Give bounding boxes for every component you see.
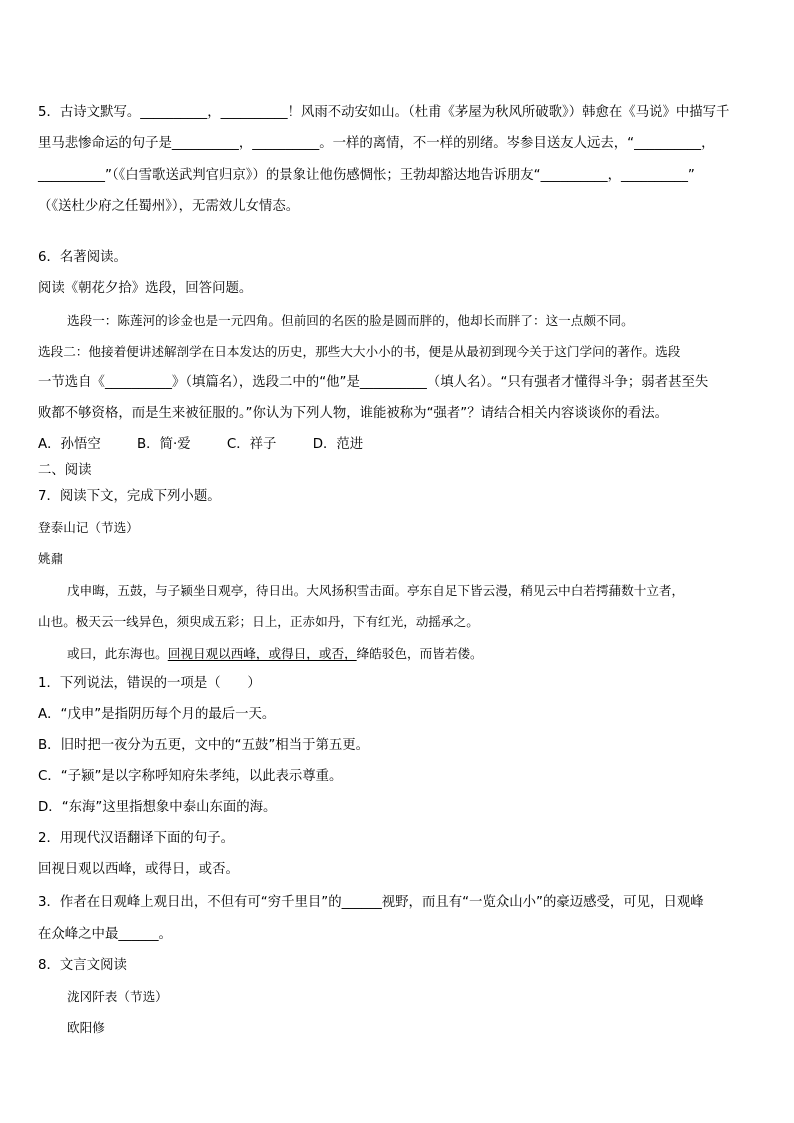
q7-paragraph-2-start: 或曰，此东海也。 <box>67 646 168 661</box>
q5-line-1: 5．古诗文默写。__________，__________！风雨不动安如山。（杜甫《茅屋为秋风所破歌》）韩愈在《马说》中描写千 <box>38 105 730 120</box>
q7-title: 7．阅读下文，完成下列小题。 <box>38 489 221 504</box>
q7-sub1-option-b: B．旧时把一夜分为五更，文中的“五鼓”相当于第五更。 <box>38 738 370 753</box>
q6-excerpt-1: 选段一：陈莲河的诊金也是一元四角。但前回的名医的脸是圆而胖的，他却长而胖了：这一点颇不同。 <box>67 313 634 328</box>
q7-author: 姚鼐 <box>38 551 64 566</box>
q5-line-2: 里马悲惨命运的句子是__________，__________。一样的离情，不一样的别绪。岑参目送友人远去，“__________， <box>38 136 715 151</box>
q7-sub1-option-d: D．“东海”这里指想象中泰山东面的海。 <box>38 800 277 815</box>
q7-sub1-option-c: C．“子颍”是以字称呼知府朱孝纯，以此表示尊重。 <box>38 769 343 784</box>
q7-sub2-question: 2．用现代汉语翻译下面的句子。 <box>38 831 234 846</box>
q6-option-d: D．范进 <box>312 437 364 452</box>
q7-passage-title: 登泰山记（节选） <box>38 520 139 535</box>
q7-sub3-line-1: 3．作者在日观峰上观日出，不但有可“穷千里目”的______视野，而且有“一览众山小”的豪迈感受，可见，日观峰 <box>38 895 704 910</box>
q6-excerpt-2: 选段二：他接着便讲述解剖学在日本发达的历史，那些大大小小的书，便是从最初到现今关于这门学问的著作。选段 <box>38 344 681 359</box>
q6-option-b: B．简·爱 <box>137 437 191 452</box>
section-heading: 二、阅读 <box>38 463 92 478</box>
q7-sub2-sentence: 回视日观以西峰，或得日，或否。 <box>38 862 239 877</box>
q5-line-4: （《送杜少府之任蜀州》），无需效儿女情态。 <box>38 199 300 214</box>
q8-title: 8．文言文阅读 <box>38 958 127 973</box>
q5-line-3: __________”（《白雪歌送武判官归京》）的景象让他伤感惆怅；王勃却豁达地告诉朋友“__________，__________” <box>38 168 695 183</box>
q7-sub1-option-a: A．“戊申”是指阴历每个月的最后一天。 <box>38 707 276 722</box>
q6-title: 6．名著阅读。 <box>38 250 127 265</box>
q6-option-c: C．祥子 <box>226 437 277 452</box>
q6-option-a: A．孙悟空 <box>38 437 101 452</box>
q6-question-line-2: 败都不够资格，而是生来被征服的。”你认为下列人物，谁能被称为“强者”？请结合相关内容谈谈你的看法。 <box>38 406 669 421</box>
q8-passage-title: 泷冈阡表（节选） <box>67 989 168 1004</box>
q7-sub1-question: 1．下列说法，错误的一项是（ ） <box>38 676 261 691</box>
q6-instruction: 阅读《朝花夕拾》选段，回答问题。 <box>38 281 253 296</box>
q7-paragraph-2 <box>67 645 483 663</box>
q7-sub3-line-2: 在众峰之中最______。 <box>38 927 172 942</box>
q8-author: 欧阳修 <box>67 1020 105 1035</box>
q6-question-line-1: 一节选自《__________》（填篇名），选段二中的“他”是__________（填人名）。“只有强者才懂得斗争；弱者甚至失 <box>38 375 709 390</box>
q7-paragraph-1-line-1: 戊申晦，五鼓，与子颍坐日观亭，待日出。大风扬积雪击面。亭东自足下皆云漫，稍见云中白若摴蒱数十立者， <box>67 583 685 598</box>
q6-options <box>38 436 395 454</box>
q7-paragraph-1-line-2: 山也。极天云一线异色，须臾成五彩；日上，正赤如丹，下有红光，动摇承之。 <box>38 614 479 629</box>
q7-paragraph-2-end: 绛皓驳色，而皆若偻。 <box>356 646 483 661</box>
q7-underlined-sentence: 回视日观以西峰，或得日，或否， <box>167 646 357 661</box>
